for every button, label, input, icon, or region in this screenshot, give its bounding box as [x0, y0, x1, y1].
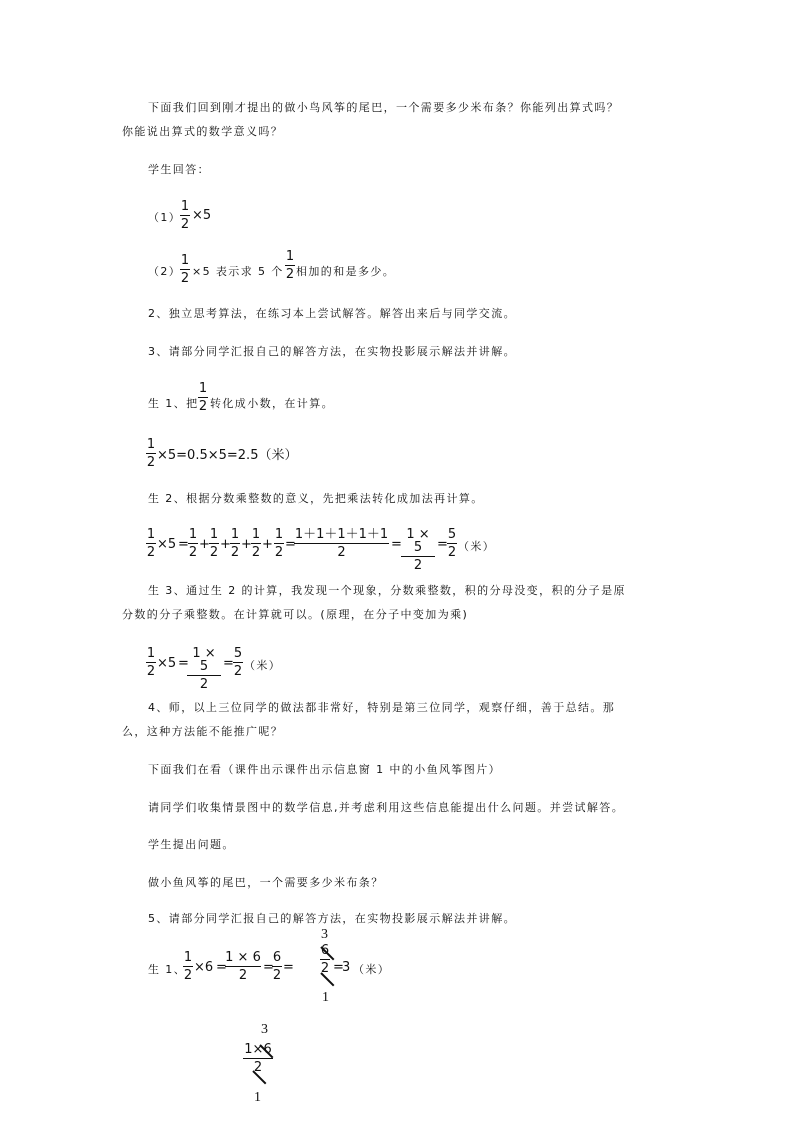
- student-2-text: 生 2、根据分数乘整数的意义，先把乘法转化成加法再计算。: [148, 492, 484, 505]
- equals-sign: =: [283, 960, 294, 975]
- cancel-top-number: 3: [321, 927, 328, 942]
- para-1-line-1: 下面我们回到刚才提出的做小鸟风筝的尾巴，一个需要多少米布条？你能列出算式吗？: [148, 101, 620, 114]
- plus-sign: +: [241, 537, 252, 552]
- fraction-half: 1 2: [146, 527, 156, 560]
- fraction-half: 1 2: [180, 199, 190, 232]
- fraction-half: 1 2: [180, 253, 190, 286]
- step-4-line-1: 4、师，以上三位同学的做法都非常好，特别是第三位同学，观察仔细，善于总结。那: [148, 701, 616, 714]
- fraction-half: 1 2: [230, 527, 240, 560]
- fraction-six-halves: 6 2: [272, 950, 282, 983]
- step-3: 3、请部分同学汇报自己的解答方法，在实物投影展示解法并讲解。: [148, 345, 516, 358]
- student-answer-label: 学生回答：: [148, 163, 210, 176]
- fraction-cancelled: 6 2: [320, 943, 330, 976]
- times-five: ×5: [157, 537, 177, 552]
- question-text: 做小鱼风筝的尾巴，一个需要多少米布条？: [148, 876, 384, 889]
- answer-2-label: （2）: [148, 265, 182, 278]
- equals-sign: =: [391, 537, 402, 552]
- propose-text: 学生提出问题。: [148, 838, 235, 851]
- times-six: ×6: [194, 960, 214, 975]
- step-5: 5、请部分同学汇报自己的解答方法，在实物投影展示解法并讲解。: [148, 912, 516, 925]
- student-1b-label: 生 1、: [148, 963, 187, 976]
- fraction-half: 1 2: [146, 437, 156, 470]
- equals-sign: =: [437, 537, 448, 552]
- para-1-line-2: 你能说出算式的数学意义吗？: [122, 125, 284, 138]
- step-2: 2、独立思考算法，在练习本上尝试解答。解答出来后与同学交流。: [148, 307, 516, 320]
- equals-sign: =: [216, 960, 227, 975]
- result-number: 3: [342, 960, 351, 975]
- cross-bottom-number: 1: [254, 1090, 261, 1105]
- fraction-half: 1 2: [274, 527, 284, 560]
- fraction-half: 1 2: [183, 950, 193, 983]
- student-3-line-1: 生 3、通过生 2 的计算，我发现一个现象，分数乘整数，积的分母没变，积的分子是原: [148, 584, 626, 597]
- fraction-five-halves: 5 2: [447, 527, 457, 560]
- equals-sign: =: [263, 960, 274, 975]
- unit-meter: （米）: [458, 540, 496, 553]
- answer-2-text-b: 相加的和是多少。: [296, 265, 396, 278]
- fraction-product: 1 × 5 2: [187, 647, 221, 691]
- student-1-equation: ×5=0.5×5=2.5（米）: [157, 448, 298, 463]
- cross-top-number: 3: [261, 1022, 268, 1037]
- times-five: ×5: [157, 656, 177, 671]
- plus-sign: +: [220, 537, 231, 552]
- student-1-text-b: 转化成小数，在计算。: [210, 397, 334, 410]
- plus-sign: +: [262, 537, 273, 552]
- answer-1-label: （1）: [148, 211, 182, 224]
- equals-sign: =: [178, 537, 189, 552]
- step-4-line-2: 么，这种方法能不能推广呢？: [122, 725, 284, 738]
- plus-sign: +: [199, 537, 210, 552]
- cancel-bottom-number: 1: [322, 990, 329, 1005]
- student-3-line-2: 分数的分子乘整数。在计算就可以。(原理，在分子中变加为乘): [122, 608, 469, 621]
- fraction-product: 1 × 5 2: [401, 528, 435, 572]
- fraction-product-six: 1 × 6 2: [225, 950, 261, 983]
- fraction-sum: 1＋1＋1＋1＋1 2: [294, 527, 389, 560]
- fraction-cross: 1×6 2: [244, 1042, 272, 1075]
- unit-meter: （米）: [353, 963, 391, 976]
- fraction-half: 1 2: [198, 381, 208, 414]
- fraction-half: 1 2: [146, 646, 156, 679]
- equals-sign: =: [333, 960, 344, 975]
- student-1-text-a: 生 1、把: [148, 397, 199, 410]
- times-five: ×5: [192, 208, 212, 223]
- collect-text: 请同学们收集情景图中的数学信息,并考虑利用这些信息能提出什么问题。并尝试解答。: [148, 801, 625, 814]
- equals-sign: =: [178, 656, 189, 671]
- fraction-half: 1 2: [251, 527, 261, 560]
- answer-2-text-a: ×5 表示求 5 个: [192, 265, 284, 278]
- fraction-half: 1 2: [209, 527, 219, 560]
- fraction-half: 1 2: [285, 249, 295, 282]
- equals-sign: =: [285, 537, 296, 552]
- unit-meter: （米）: [244, 659, 282, 672]
- fraction-five-halves: 5 2: [233, 646, 243, 679]
- equals-sign: =: [223, 656, 234, 671]
- fraction-half: 1 2: [188, 527, 198, 560]
- look-text: 下面我们在看（课件出示课件出示信息窗 1 中的小鱼风筝图片）: [148, 763, 501, 776]
